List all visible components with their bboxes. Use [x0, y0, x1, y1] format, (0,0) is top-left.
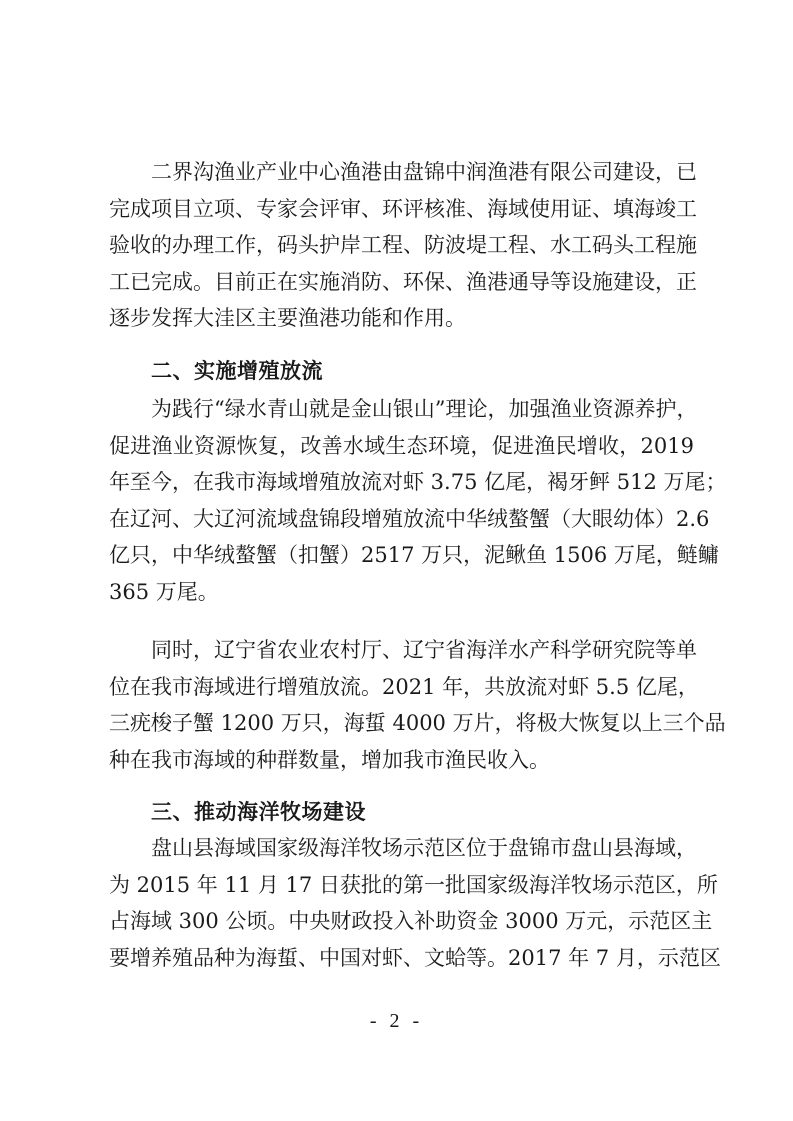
- paragraph-line: 三疣梭子蟹 1200 万只，海蜇 4000 万片，将极大恢复以上三个品: [109, 711, 726, 735]
- paragraph-stock-release: [109, 391, 727, 610]
- paragraph-fishing-port: [109, 154, 697, 337]
- paragraph-line: 为 2015 年 11 月 17 日获批的第一批国家级海洋牧场示范区，所: [109, 872, 718, 897]
- page-number: - 2 -: [369, 1010, 424, 1032]
- paragraph-line: 验收的办理工作，码头护岸工程、防波堤工程、水工码头工程施: [109, 233, 697, 257]
- paragraph-line: 工已完成。目前正在实施消防、环保、渔港通导等设施建设，正: [109, 269, 697, 294]
- paragraph-line: 亿只，中华绒螯蟹（扣蟹）2517 万只，泥鳅鱼 1506 万尾，鲢鳙: [109, 543, 719, 567]
- paragraph-line: 二界沟渔业产业中心渔港由盘锦中润渔港有限公司建设，已: [151, 160, 697, 184]
- paragraph-line: 占海域 300 公顷。中央财政投入补助资金 3000 万元，示范区主: [109, 909, 713, 933]
- section-heading-stock-enhancement: 二、实施增殖放流: [151, 359, 323, 383]
- paragraph-line: 盘山县海域国家级海洋牧场示范区位于盘锦市盘山县海域，: [151, 836, 697, 860]
- paragraph-line: 逐步发挥大洼区主要渔港功能和作用。: [109, 306, 466, 330]
- paragraph-line: 年至今，在我市海域增殖放流对虾 3.75 亿尾，褐牙鲆 512 万尾；: [109, 470, 727, 494]
- paragraph-line: 365 万尾。: [109, 579, 219, 604]
- section-heading-marine-ranching: 三、推动海洋牧场建设: [151, 800, 366, 824]
- paragraph-line: 促进渔业资源恢复，改善水域生态环境，促进渔民增收，2019: [109, 433, 694, 458]
- paragraph-marine-ranch: [109, 830, 721, 976]
- paragraph-line: 位在我市海域进行增殖放流。2021 年，共放流对虾 5.5 亿尾，: [109, 674, 699, 699]
- paragraph-line: 完成项目立项、专家会评审、环评核准、海域使用证、填海竣工: [109, 196, 697, 221]
- paragraph-line: 种在我市海域的种群数量，增加我市渔民收入。: [109, 747, 550, 772]
- paragraph-line: 要增养殖品种为海蜇、中国对虾、文蛤等。2017 年 7 月，示范区: [109, 945, 721, 970]
- paragraph-line: 同时，辽宁省农业农村厅、辽宁省海洋水产科学研究院等单: [151, 638, 697, 662]
- paragraph-line: 在辽河、大辽河流域盘锦段增殖放流中华绒螯蟹（大眼幼体）2.6: [109, 506, 710, 531]
- paragraph-line: 为践行“绿水青山就是金山银山”理论，加强渔业资源养护，: [151, 397, 698, 421]
- paragraph-provincial-release: [109, 632, 726, 778]
